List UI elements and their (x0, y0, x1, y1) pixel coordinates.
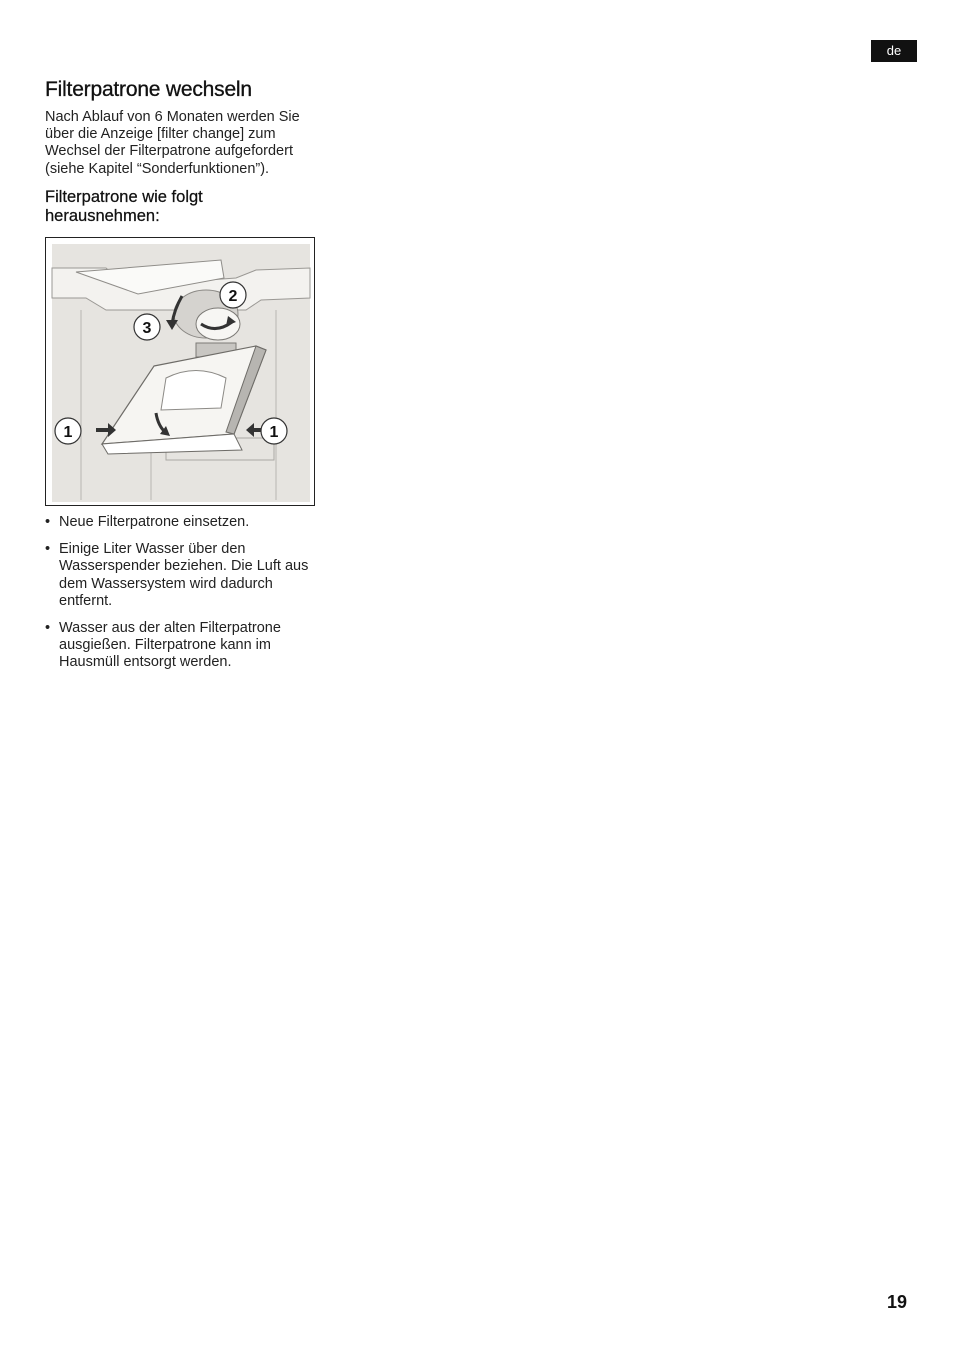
list-item (45, 541, 320, 610)
section-subheading: Filterpatrone wie folgt herausnehmen: (45, 188, 203, 225)
tray-opening (161, 371, 226, 411)
list-item (45, 514, 320, 531)
list-item-text: Einige Liter Wasser über den Wasserspender beziehen. Die Luft aus dem Wassersystem wird dadurch entfernt. (59, 541, 309, 609)
list-item-text: Neue Filterpatrone einsetzen. (59, 514, 250, 530)
language-badge: de (871, 40, 917, 62)
page-number: 19 (886, 1292, 907, 1312)
bullet: • (45, 620, 51, 637)
filter-removal-illustration (45, 237, 315, 506)
callout-label-1-right: 1 (269, 424, 279, 441)
list-item-text: Wasser aus der alten Filterpatrone ausgießen. Filterpatrone kann im Hausmüll entsorgt werden. (59, 620, 281, 671)
callout-label-2: 2 (228, 288, 238, 305)
callout-label-1-left: 1 (63, 424, 73, 441)
intro-paragraph: Nach Ablauf von 6 Monaten werden Sie über die Anzeige [filter change] zum Wechsel der Filterpatrone aufgefordert (siehe Kapitel “Sonderfunktionen”). (45, 109, 300, 177)
illustration-drawing (46, 238, 314, 505)
bullet: • (45, 541, 51, 558)
instruction-list (45, 514, 320, 682)
list-item (45, 620, 320, 672)
callout-label-3: 3 (142, 320, 152, 337)
page-title: Filterpatrone wechseln (45, 78, 252, 101)
bullet: • (45, 514, 51, 530)
